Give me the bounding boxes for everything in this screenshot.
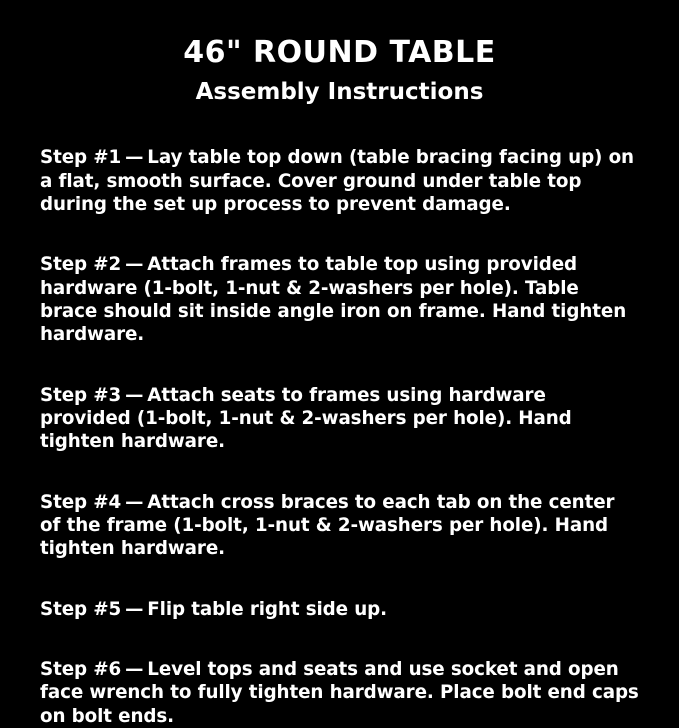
page-title: 46" ROUND TABLE: [183, 35, 496, 70]
step-dash: —: [125, 598, 144, 620]
step-text: Attach seats to frames using hardware provided (1-bolt, 1-nut & 2-washers per hole). Hand tighten hardware.: [40, 384, 572, 453]
list-item: [40, 658, 639, 728]
step-label: Step #4: [40, 491, 122, 513]
step-dash: —: [125, 147, 144, 169]
step-dash: —: [125, 491, 144, 513]
step-label: Step #5: [40, 598, 122, 620]
step-text: Attach frames to table top using provided hardware (1-bolt, 1-nut & 2-washers per hole). Table brace should sit inside angle iron on frame. Hand tighten hardware.: [40, 254, 627, 346]
step-dash: —: [125, 659, 144, 681]
list-item: [40, 146, 639, 216]
list-item: [40, 491, 639, 561]
step-label: Step #3: [40, 384, 122, 406]
step-dash: —: [125, 384, 144, 406]
list-item: [40, 253, 639, 346]
step-dash: —: [125, 254, 144, 276]
step-text: Level tops and seats and use socket and open face wrench to fully tighten hardware. Place bolt end caps on bolt ends.: [40, 659, 639, 727]
list-item: [40, 598, 639, 621]
step-label: Step #2: [40, 254, 122, 276]
step-label: Step #1: [40, 147, 122, 169]
step-text: Attach cross braces to each tab on the center of the frame (1-bolt, 1-nut & 2-washers per hole). Hand tighten hardware.: [40, 491, 615, 560]
page-subtitle: Assembly Instructions: [195, 78, 484, 105]
list-item: [40, 384, 639, 454]
steps-list: [40, 128, 639, 728]
step-text: Lay table top down (table bracing facing up) on a flat, smooth surface. Cover ground under table top during the set up process to prevent damage.: [40, 147, 634, 215]
step-label: Step #6: [40, 659, 122, 681]
step-text: Flip table right side up.: [147, 598, 387, 620]
